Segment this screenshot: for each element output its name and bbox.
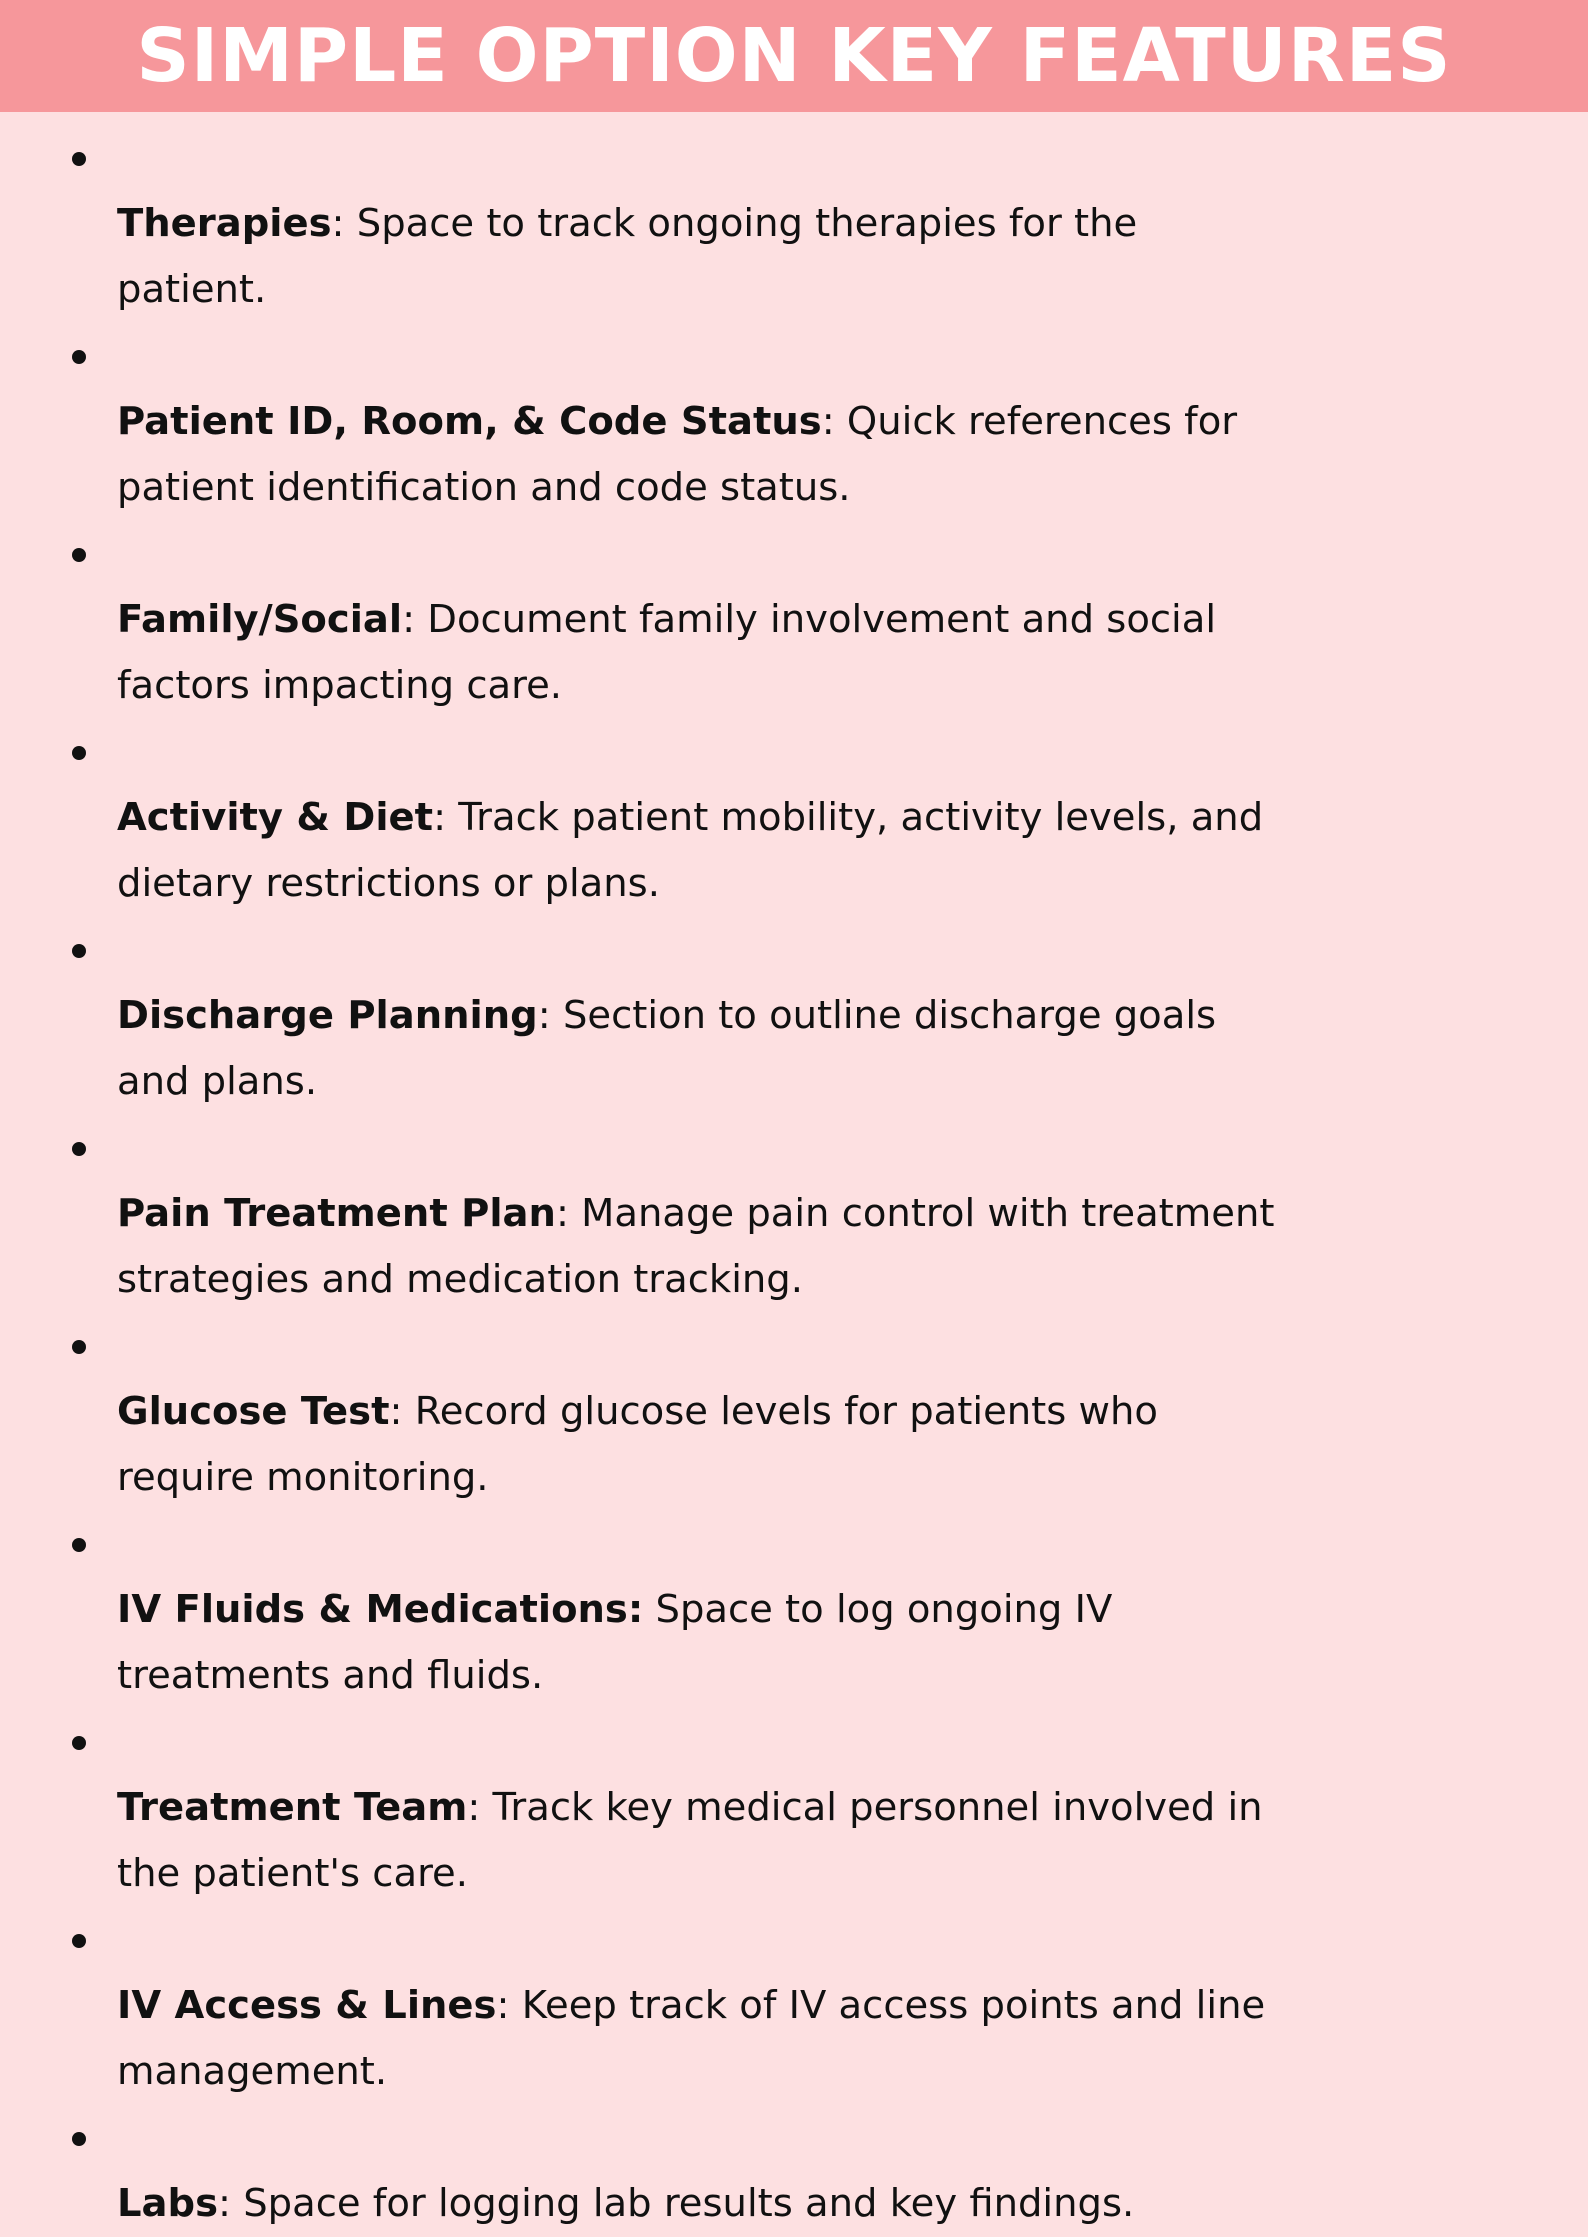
page-title: SIMPLE OPTION KEY FEATURES xyxy=(136,13,1452,99)
feature-item-glucose-test xyxy=(0,1313,1588,1511)
feature-term: Therapies xyxy=(117,201,332,246)
feature-term: IV Fluids & Medications: xyxy=(117,1587,644,1632)
feature-item-iv-access xyxy=(0,1907,1588,2105)
feature-item-discharge-planning xyxy=(0,917,1588,1115)
bullet-icon xyxy=(72,548,86,562)
bullet-icon xyxy=(72,1142,86,1156)
feature-description: Manage pain control with treatment strategies and medication tracking. xyxy=(117,1191,1275,1302)
feature-item-activity-diet xyxy=(0,719,1588,917)
feature-item-treatment-team xyxy=(0,1709,1588,1907)
feature-separator: : xyxy=(402,597,428,642)
feature-separator: : xyxy=(496,1983,522,2028)
bullet-icon xyxy=(72,1538,86,1552)
bullet-icon xyxy=(72,1736,86,1750)
feature-description: Space for logging lab results and key findings. xyxy=(243,2181,1135,2226)
bullet-icon xyxy=(72,152,86,166)
feature-separator: : xyxy=(537,993,563,1038)
feature-term: Patient ID, Room, & Code Status xyxy=(117,399,822,444)
bullet-icon xyxy=(72,1340,86,1354)
title-banner xyxy=(0,0,1588,112)
feature-term: Pain Treatment Plan xyxy=(117,1191,556,1236)
feature-item-family-social xyxy=(0,521,1588,719)
feature-description: Document family involvement and social factors impacting care. xyxy=(117,597,1217,708)
feature-term: Family/Social xyxy=(117,597,403,642)
feature-item-pain-treatment-plan xyxy=(0,1115,1588,1313)
feature-separator: : xyxy=(331,201,357,246)
feature-separator: : xyxy=(389,1389,415,1434)
feature-separator: : xyxy=(821,399,847,444)
bullet-icon xyxy=(72,2132,86,2146)
feature-separator: : xyxy=(467,1785,493,1830)
feature-item-iv-fluids xyxy=(0,1511,1588,1709)
feature-description: Record glucose levels for patients who require monitoring. xyxy=(117,1389,1158,1500)
feature-description: Space to log ongoing IV treatments and fluids. xyxy=(117,1587,1113,1698)
feature-description: Section to outline discharge goals and plans. xyxy=(117,993,1217,1104)
bullet-icon xyxy=(72,944,86,958)
feature-description: Track patient mobility, activity levels, and dietary restrictions or plans. xyxy=(117,795,1264,906)
feature-separator: : xyxy=(555,1191,582,1236)
bullet-icon xyxy=(72,746,86,760)
feature-term: Glucose Test xyxy=(117,1389,390,1434)
feature-term: Discharge Planning xyxy=(117,993,538,1038)
feature-term: IV Access & Lines xyxy=(117,1983,497,2028)
feature-item-therapies xyxy=(0,125,1588,323)
feature-separator: : xyxy=(433,795,459,840)
feature-description: Track key medical personnel involved in the patient's care. xyxy=(117,1785,1263,1896)
feature-item-patient-id xyxy=(0,323,1588,521)
feature-description: Keep track of IV access points and line management. xyxy=(117,1983,1266,2094)
feature-term: Treatment Team xyxy=(117,1785,468,1830)
feature-description: Quick references for patient identification and code status. xyxy=(117,399,1238,510)
bullet-icon xyxy=(72,1934,86,1948)
feature-description: Space to track ongoing therapies for the patient. xyxy=(117,201,1138,312)
bullet-icon xyxy=(72,350,86,364)
feature-separator xyxy=(643,1587,655,1632)
feature-item-labs xyxy=(0,2105,1588,2237)
feature-separator: : xyxy=(218,2181,244,2226)
feature-term: Activity & Diet xyxy=(117,795,434,840)
feature-term: Labs xyxy=(117,2181,218,2226)
feature-list xyxy=(0,125,1588,2237)
